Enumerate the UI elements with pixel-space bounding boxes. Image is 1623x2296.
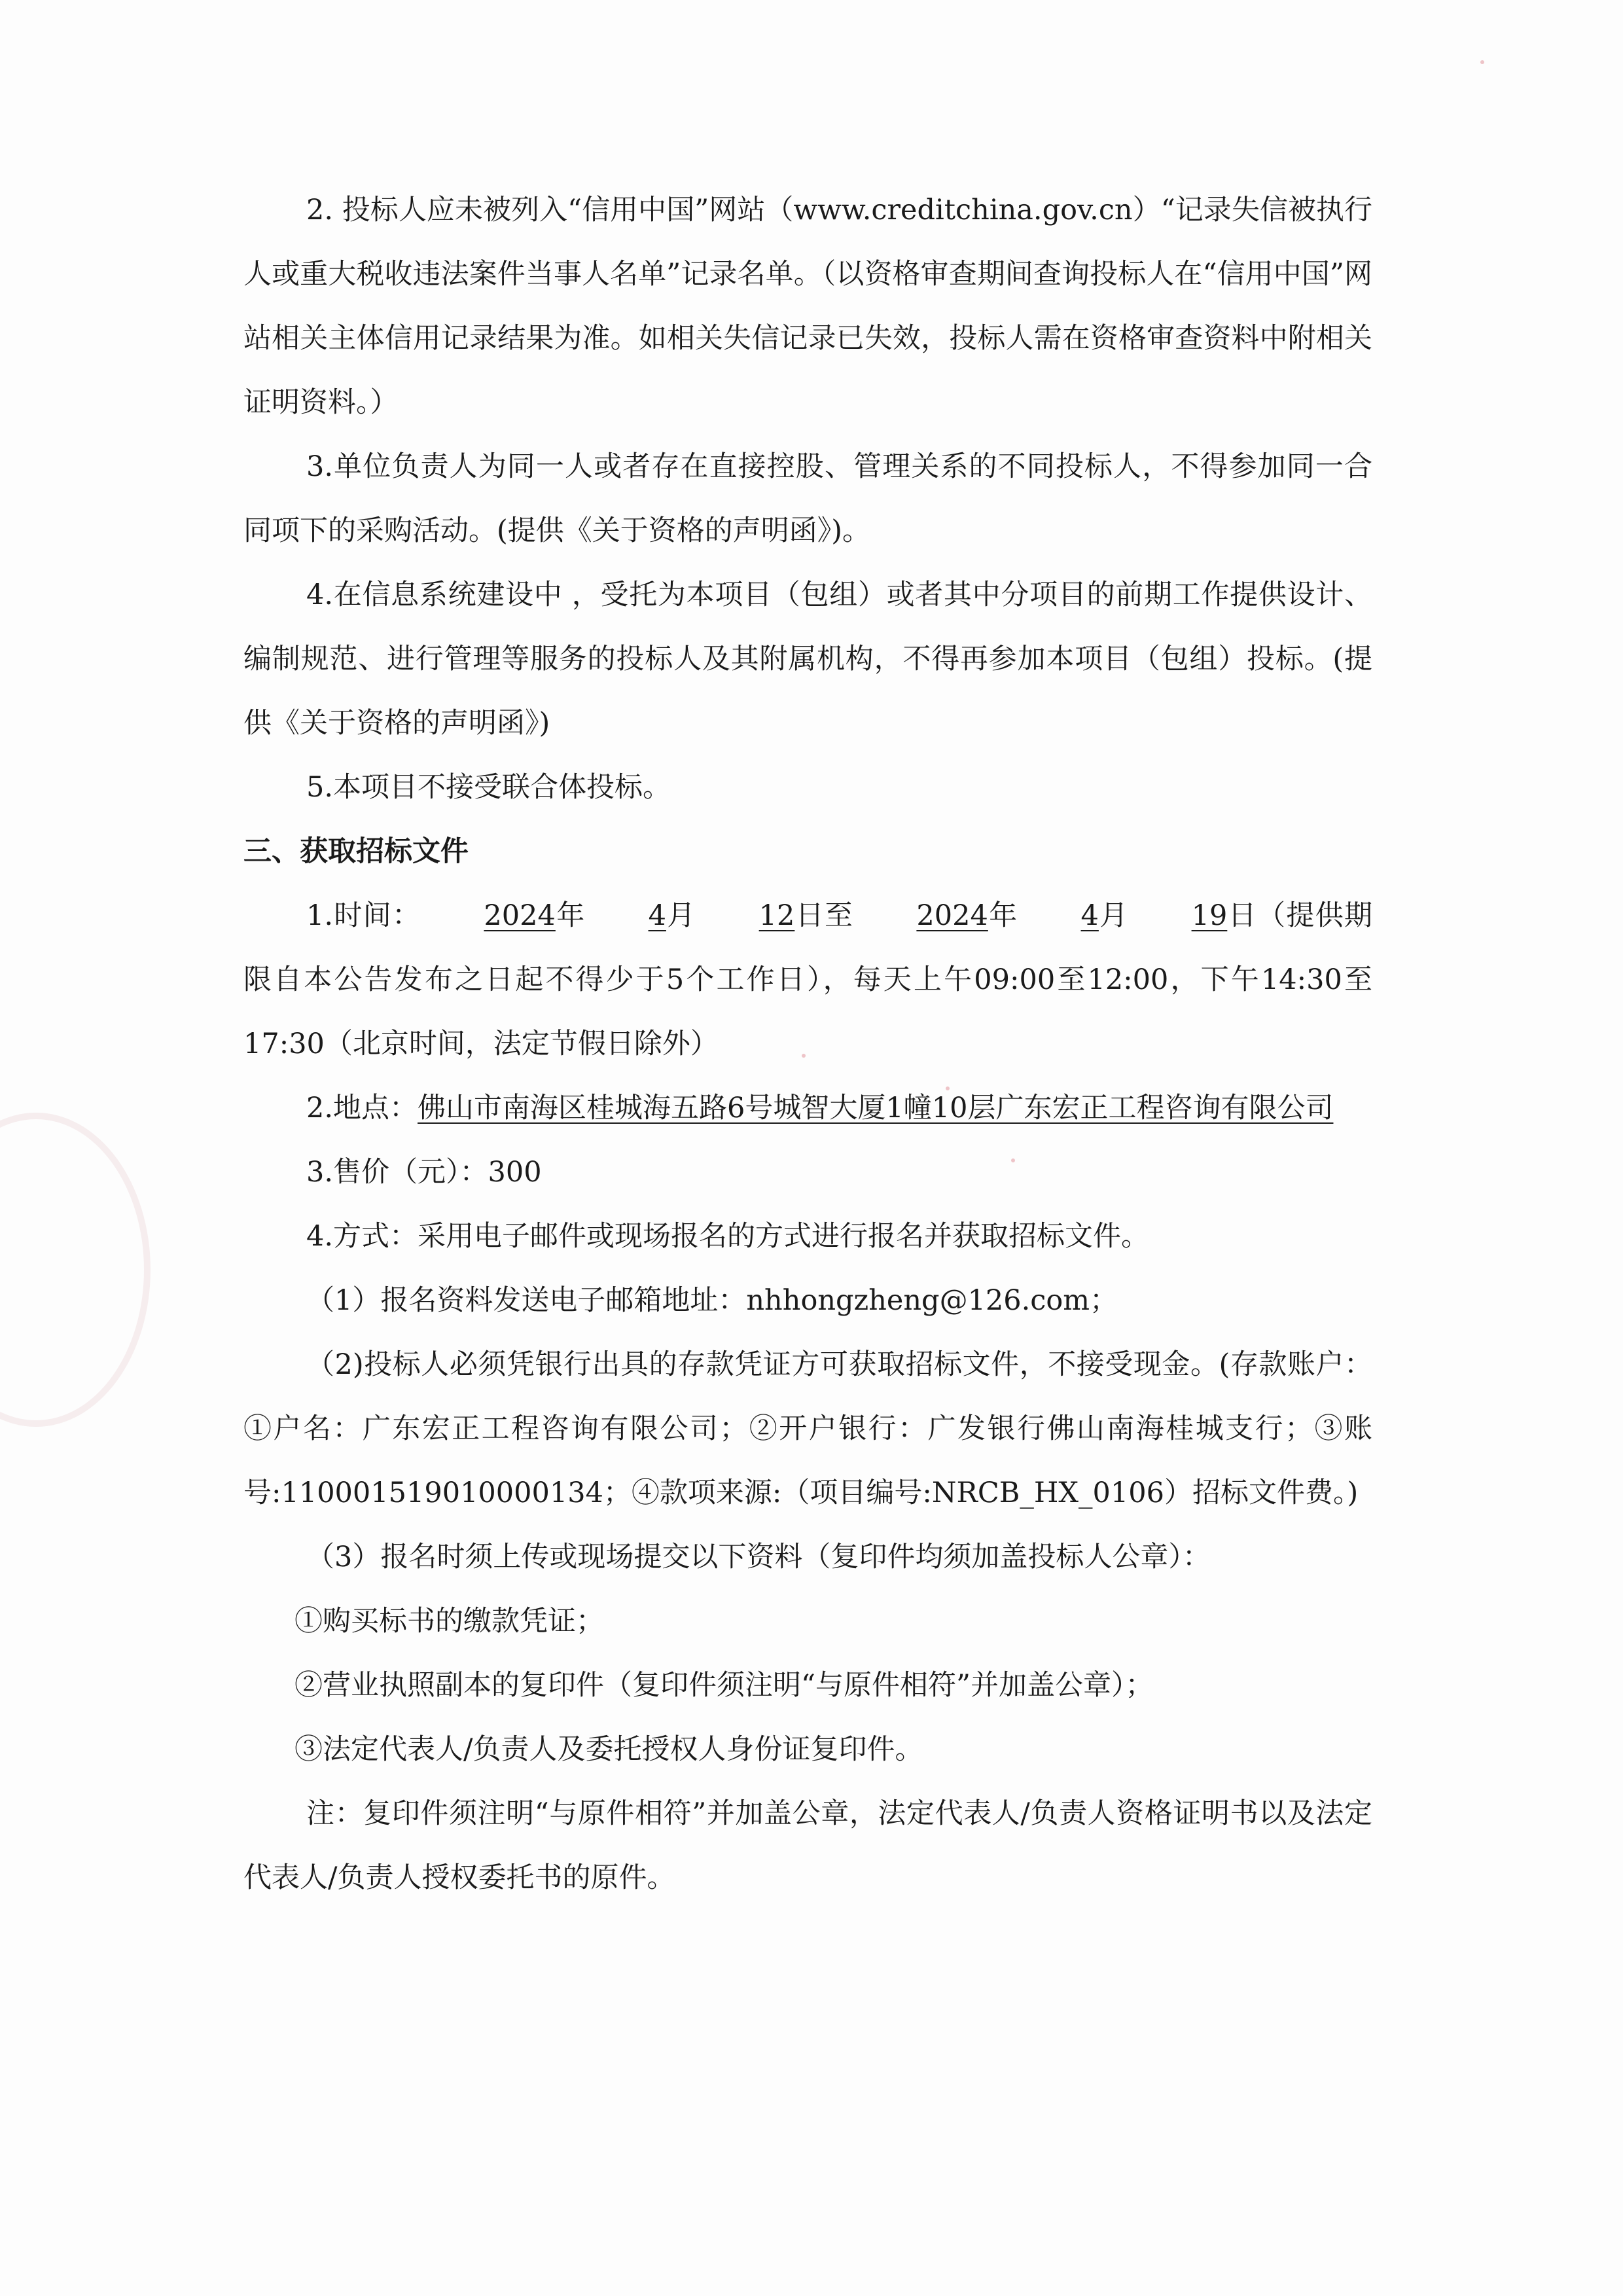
- paragraph-same-responsible-person: 3.单位负责人为同一人或者存在直接控股、管理关系的不同投标人，不得参加同一合同项下的采购活动。(提供《关于资格的声明函》)。: [243, 450, 1372, 547]
- start-year: 2024: [484, 899, 556, 932]
- list-item-business-license: ②营业执照副本的复印件（复印件须注明“与原件相符”并加盖公章）；: [294, 1669, 1154, 1702]
- month-label: 月: [666, 899, 696, 932]
- year-label: 年: [555, 899, 586, 932]
- time-prefix: 1.时间：: [306, 899, 421, 932]
- end-month: 4: [1080, 899, 1099, 932]
- paragraph-price: 3.售价（元）：300: [306, 1156, 542, 1189]
- stamp-residue: [0, 1113, 151, 1427]
- time-suffix: 日（提供期限自本公告发布之日起不得少于5个工作日），每天上午09:00至12:00，下午14:30至17:30（北京时间，法定节假日除外）: [243, 899, 1373, 1060]
- end-year: 2024: [916, 899, 988, 932]
- paragraph-method-email: （1）报名资料发送电子邮箱地址：nhhongzheng@126.com；: [306, 1284, 1118, 1317]
- paragraph-place: [243, 1076, 1372, 1140]
- paragraph-information-system: 4.在信息系统建设中 ，受托为本项目（包组）或者其中分项目的前期工作提供设计、编制规范、进行管理等服务的投标人及其附属机构，不得再参加本项目（包组）投标。(提供《关于资格的声明函》): [243, 579, 1372, 740]
- list-item-id-copy: ③法定代表人/负责人及委托授权人身份证复印件。: [294, 1733, 923, 1766]
- end-day: 19: [1191, 899, 1228, 932]
- place-value: 佛山市南海区桂城海五路6号城智大厦1幢10层广东宏正工程咨询有限公司: [418, 1092, 1334, 1124]
- paragraph-method-bank: （2)投标人必须凭银行出具的存款凭证方可获取招标文件，不接受现金。(存款账户：①户名：广东宏正工程咨询有限公司；②开户银行：广发银行佛山南海桂城支行；③账号:110001519010000134；④款项来源:（项目编号:NRCB_HX_0106）招标文件费。): [243, 1348, 1372, 1509]
- paragraph-time: [243, 884, 1372, 1076]
- month-label: 月: [1098, 899, 1129, 932]
- paragraph-credit-china: 2. 投标人应未被列入“信用中国”网站（www.creditchina.gov.cn）“记录失信被执行人或重大税收违法案件当事人名单”记录名单。（以资格审查期间查询投标人在“信用中国”网站相关主体信用记录结果为准。如相关失信记录已失效，投标人需在资格审查资料中附相关证明资料。）: [243, 194, 1372, 419]
- paragraph-note: 注：复印件须注明“与原件相符”并加盖公章，法定代表人/负责人资格证明书以及法定代表人/负责人授权委托书的原件。: [243, 1797, 1372, 1894]
- document-body: [243, 178, 1372, 1910]
- start-month: 4: [648, 899, 666, 932]
- paragraph-no-consortium: 5.本项目不接受联合体投标。: [306, 771, 671, 804]
- place-prefix: 2.地点：: [306, 1092, 418, 1124]
- section-heading-obtain-documents: 三、获取招标文件: [243, 835, 469, 868]
- list-item-payment-receipt: ①购买标书的缴款凭证；: [294, 1605, 604, 1638]
- day-to-label: 日至: [794, 899, 854, 932]
- year-label: 年: [988, 899, 1018, 932]
- paragraph-method: 4.方式：采用电子邮件或现场报名的方式进行报名并获取招标文件。: [306, 1220, 1150, 1253]
- start-day: 12: [758, 899, 795, 932]
- paragraph-method-materials: （3）报名时须上传或现场提交以下资料（复印件均须加盖投标人公章）：: [306, 1541, 1211, 1573]
- ink-speck: [1480, 60, 1484, 64]
